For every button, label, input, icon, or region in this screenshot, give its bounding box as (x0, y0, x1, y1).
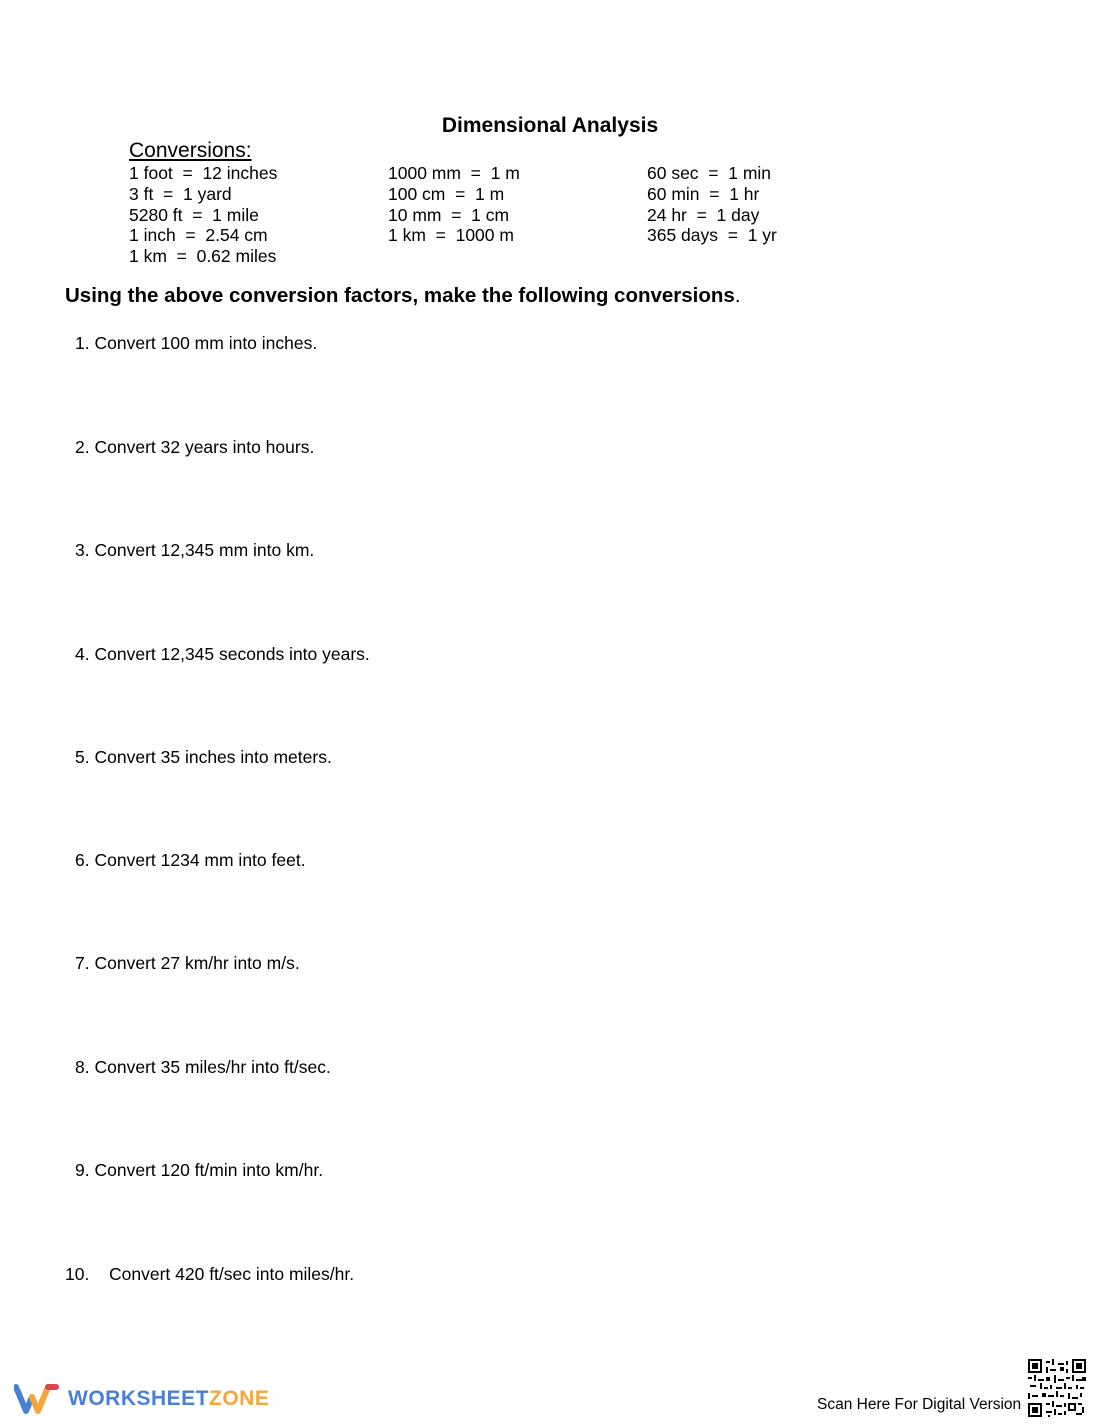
conversion-item: 100 cm = 1 m (388, 183, 505, 204)
question-number: 4. (75, 644, 90, 664)
conversion-item: 24 hr = 1 day (647, 204, 760, 225)
question-number: 7. (75, 953, 90, 973)
question-text: Convert 35 miles/hr into ft/sec. (94, 1057, 331, 1077)
brand-name (68, 1387, 269, 1411)
question-text: Convert 12,345 mm into km. (94, 540, 315, 560)
question-number: 6. (75, 850, 90, 870)
question-text: Convert 12,345 seconds into years. (94, 644, 370, 664)
question-text: Convert 1234 mm into feet. (94, 850, 306, 870)
question-text: Convert 100 mm into inches. (94, 333, 318, 353)
question-text: Convert 35 inches into meters. (94, 747, 332, 767)
instructions-period: . (734, 284, 741, 307)
conversion-item: 1 km = 0.62 miles (129, 246, 277, 267)
instructions-text: Using the above conversion factors, make the following conversions (65, 284, 735, 307)
instructions (65, 284, 741, 308)
scan-text: Scan Here For Digital Version (817, 1396, 1022, 1413)
question-number: 9. (75, 1160, 90, 1180)
page-title: Dimensional Analysis (441, 114, 659, 137)
qr-code-icon[interactable] (1028, 1359, 1086, 1417)
conversion-item: 1 km = 1000 m (388, 225, 514, 246)
conversions-column-2 (388, 163, 520, 246)
brand-part-1: WORKSHEET (68, 1387, 209, 1410)
question-number: 8. (75, 1057, 90, 1077)
conversion-item: 365 days = 1 yr (647, 225, 777, 246)
question-number: 5. (75, 747, 90, 767)
question-5 (75, 747, 332, 768)
brand-part-2: ZONE (209, 1387, 270, 1410)
conversions-column-1 (129, 163, 277, 267)
question-number: 2. (75, 437, 90, 457)
conversion-item: 3 ft = 1 yard (129, 183, 232, 204)
question-number: 1. (75, 333, 90, 353)
question-1 (75, 333, 317, 354)
question-2 (75, 437, 314, 458)
conversion-item: 1 inch = 2.54 cm (129, 225, 268, 246)
conversion-item: 60 min = 1 hr (647, 183, 760, 204)
question-text: Convert 120 ft/min into km/hr. (94, 1160, 324, 1180)
question-4 (75, 644, 370, 665)
conversion-item: 60 sec = 1 min (647, 163, 772, 183)
question-8 (75, 1057, 331, 1078)
question-number: 10. (65, 1264, 90, 1284)
question-10 (65, 1264, 354, 1285)
question-text: Convert 420 ft/sec into miles/hr. (109, 1264, 355, 1284)
worksheetzone-logo-icon (14, 1383, 60, 1415)
question-number: 3. (75, 540, 90, 560)
conversion-item: 1 foot = 12 inches (129, 163, 278, 183)
conversion-item: 1000 mm = 1 m (388, 163, 520, 183)
question-3 (75, 540, 314, 561)
question-7 (75, 953, 300, 974)
conversions-column-3 (647, 163, 777, 246)
footer-brand (14, 1383, 269, 1415)
conversions-heading: Conversions: (129, 139, 252, 162)
question-text: Convert 27 km/hr into m/s. (94, 953, 300, 973)
conversion-item: 10 mm = 1 cm (388, 204, 510, 225)
conversion-item: 5280 ft = 1 mile (129, 204, 259, 225)
question-6 (75, 850, 306, 871)
question-9 (75, 1160, 323, 1181)
question-text: Convert 32 years into hours. (94, 437, 315, 457)
